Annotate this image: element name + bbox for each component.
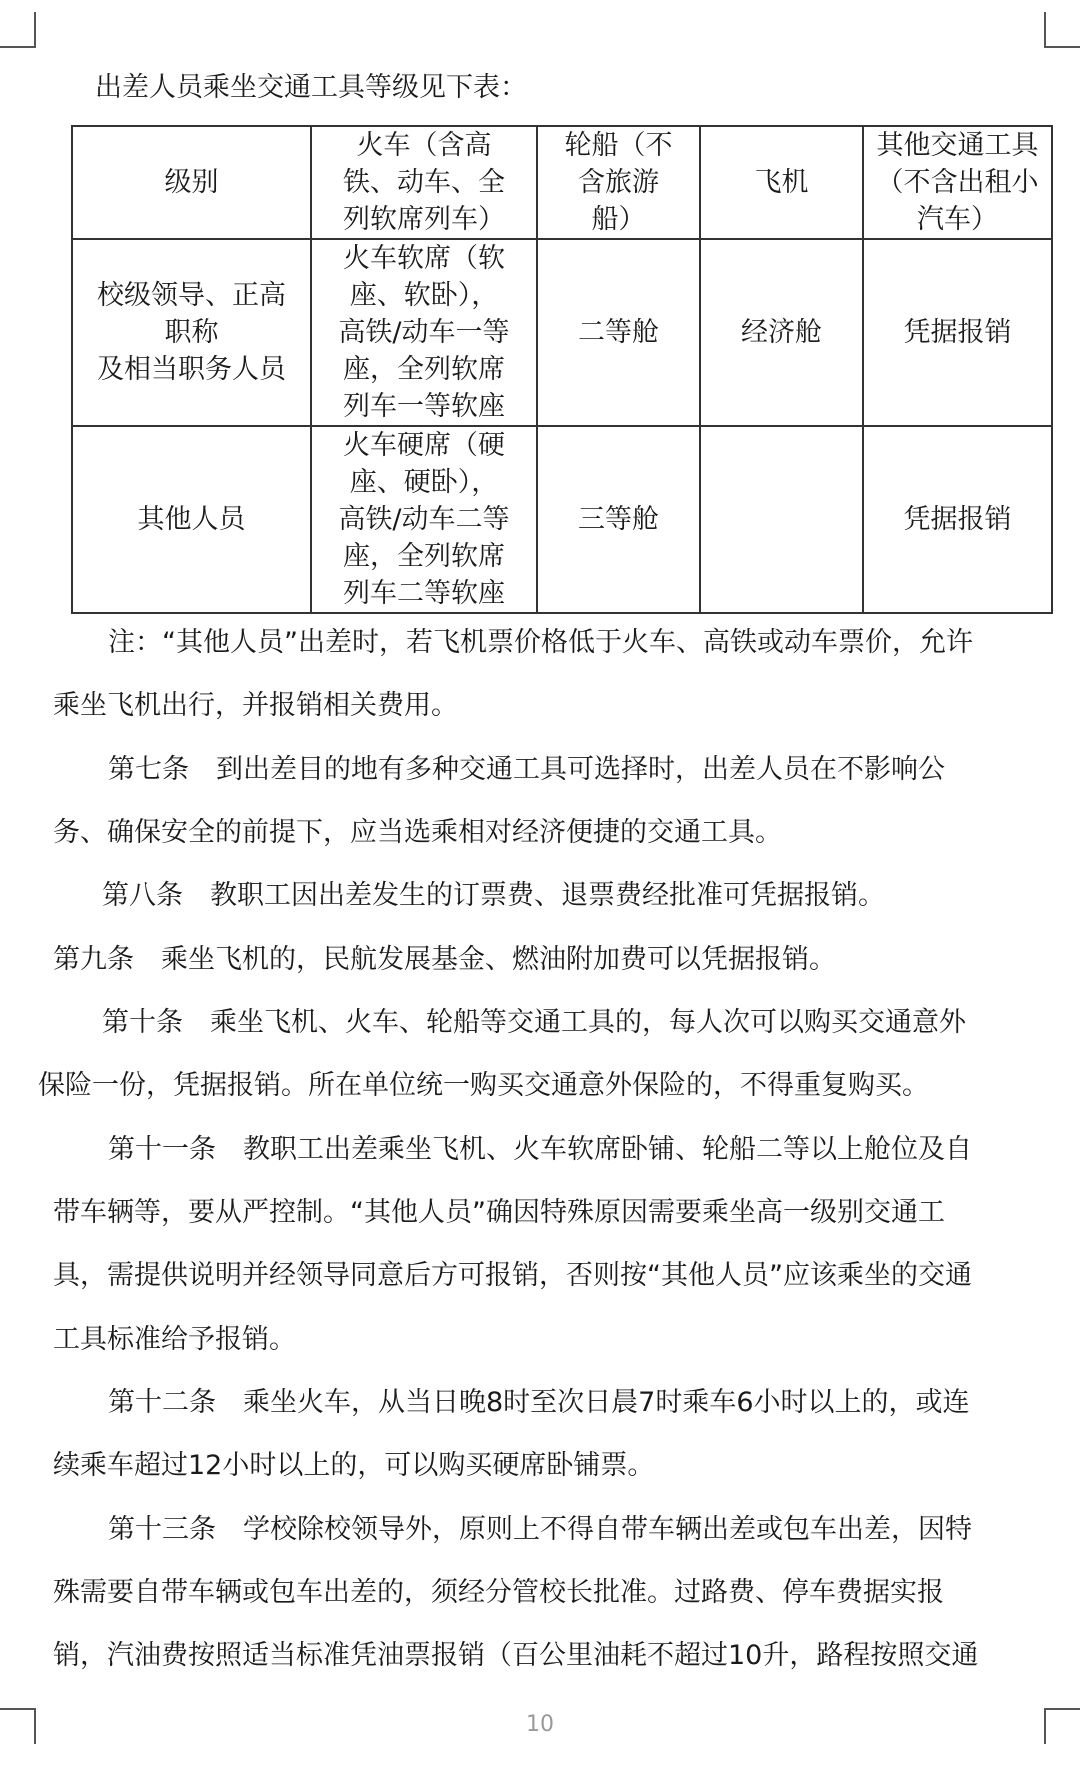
table-cell: 三等舱 (538, 427, 701, 614)
table-cell: 校级领导、正高 职称 及相当职务人员 (73, 240, 312, 427)
header-cell: 轮船（不 含旅游 船） (538, 127, 701, 240)
table-cell (701, 427, 864, 614)
page-number: 10 (526, 1712, 554, 1737)
table-cell: 二等舱 (538, 240, 701, 427)
transport-grade-table (71, 125, 1053, 614)
table-cell: 经济舱 (701, 240, 864, 427)
crop-mark-top-left (0, 12, 36, 48)
table-intro: 出差人员乘坐交通工具等级见下表： (95, 72, 527, 103)
table-row (73, 240, 1053, 427)
header-cell: 飞机 (701, 127, 864, 240)
crop-mark-top-right (1044, 12, 1080, 48)
table-cell: 凭据报销 (864, 427, 1053, 614)
table-cell: 凭据报销 (864, 240, 1053, 427)
table-cell: 其他人员 (73, 427, 312, 614)
table-row (73, 427, 1053, 614)
table-cell: 火车软席（软 座、软卧）， 高铁/动车一等 座，全列软席 列车一等软座 (312, 240, 538, 427)
header-cell: 其他交通工具 （不含出租小 汽车） (864, 127, 1053, 240)
table-header-row (73, 127, 1053, 240)
header-cell: 火车（含高 铁、动车、全 列软席列车） (312, 127, 538, 240)
table-cell: 火车硬席（硬 座、硬卧）， 高铁/动车二等 座，全列软席 列车二等软座 (312, 427, 538, 614)
header-cell: 级别 (73, 127, 312, 240)
